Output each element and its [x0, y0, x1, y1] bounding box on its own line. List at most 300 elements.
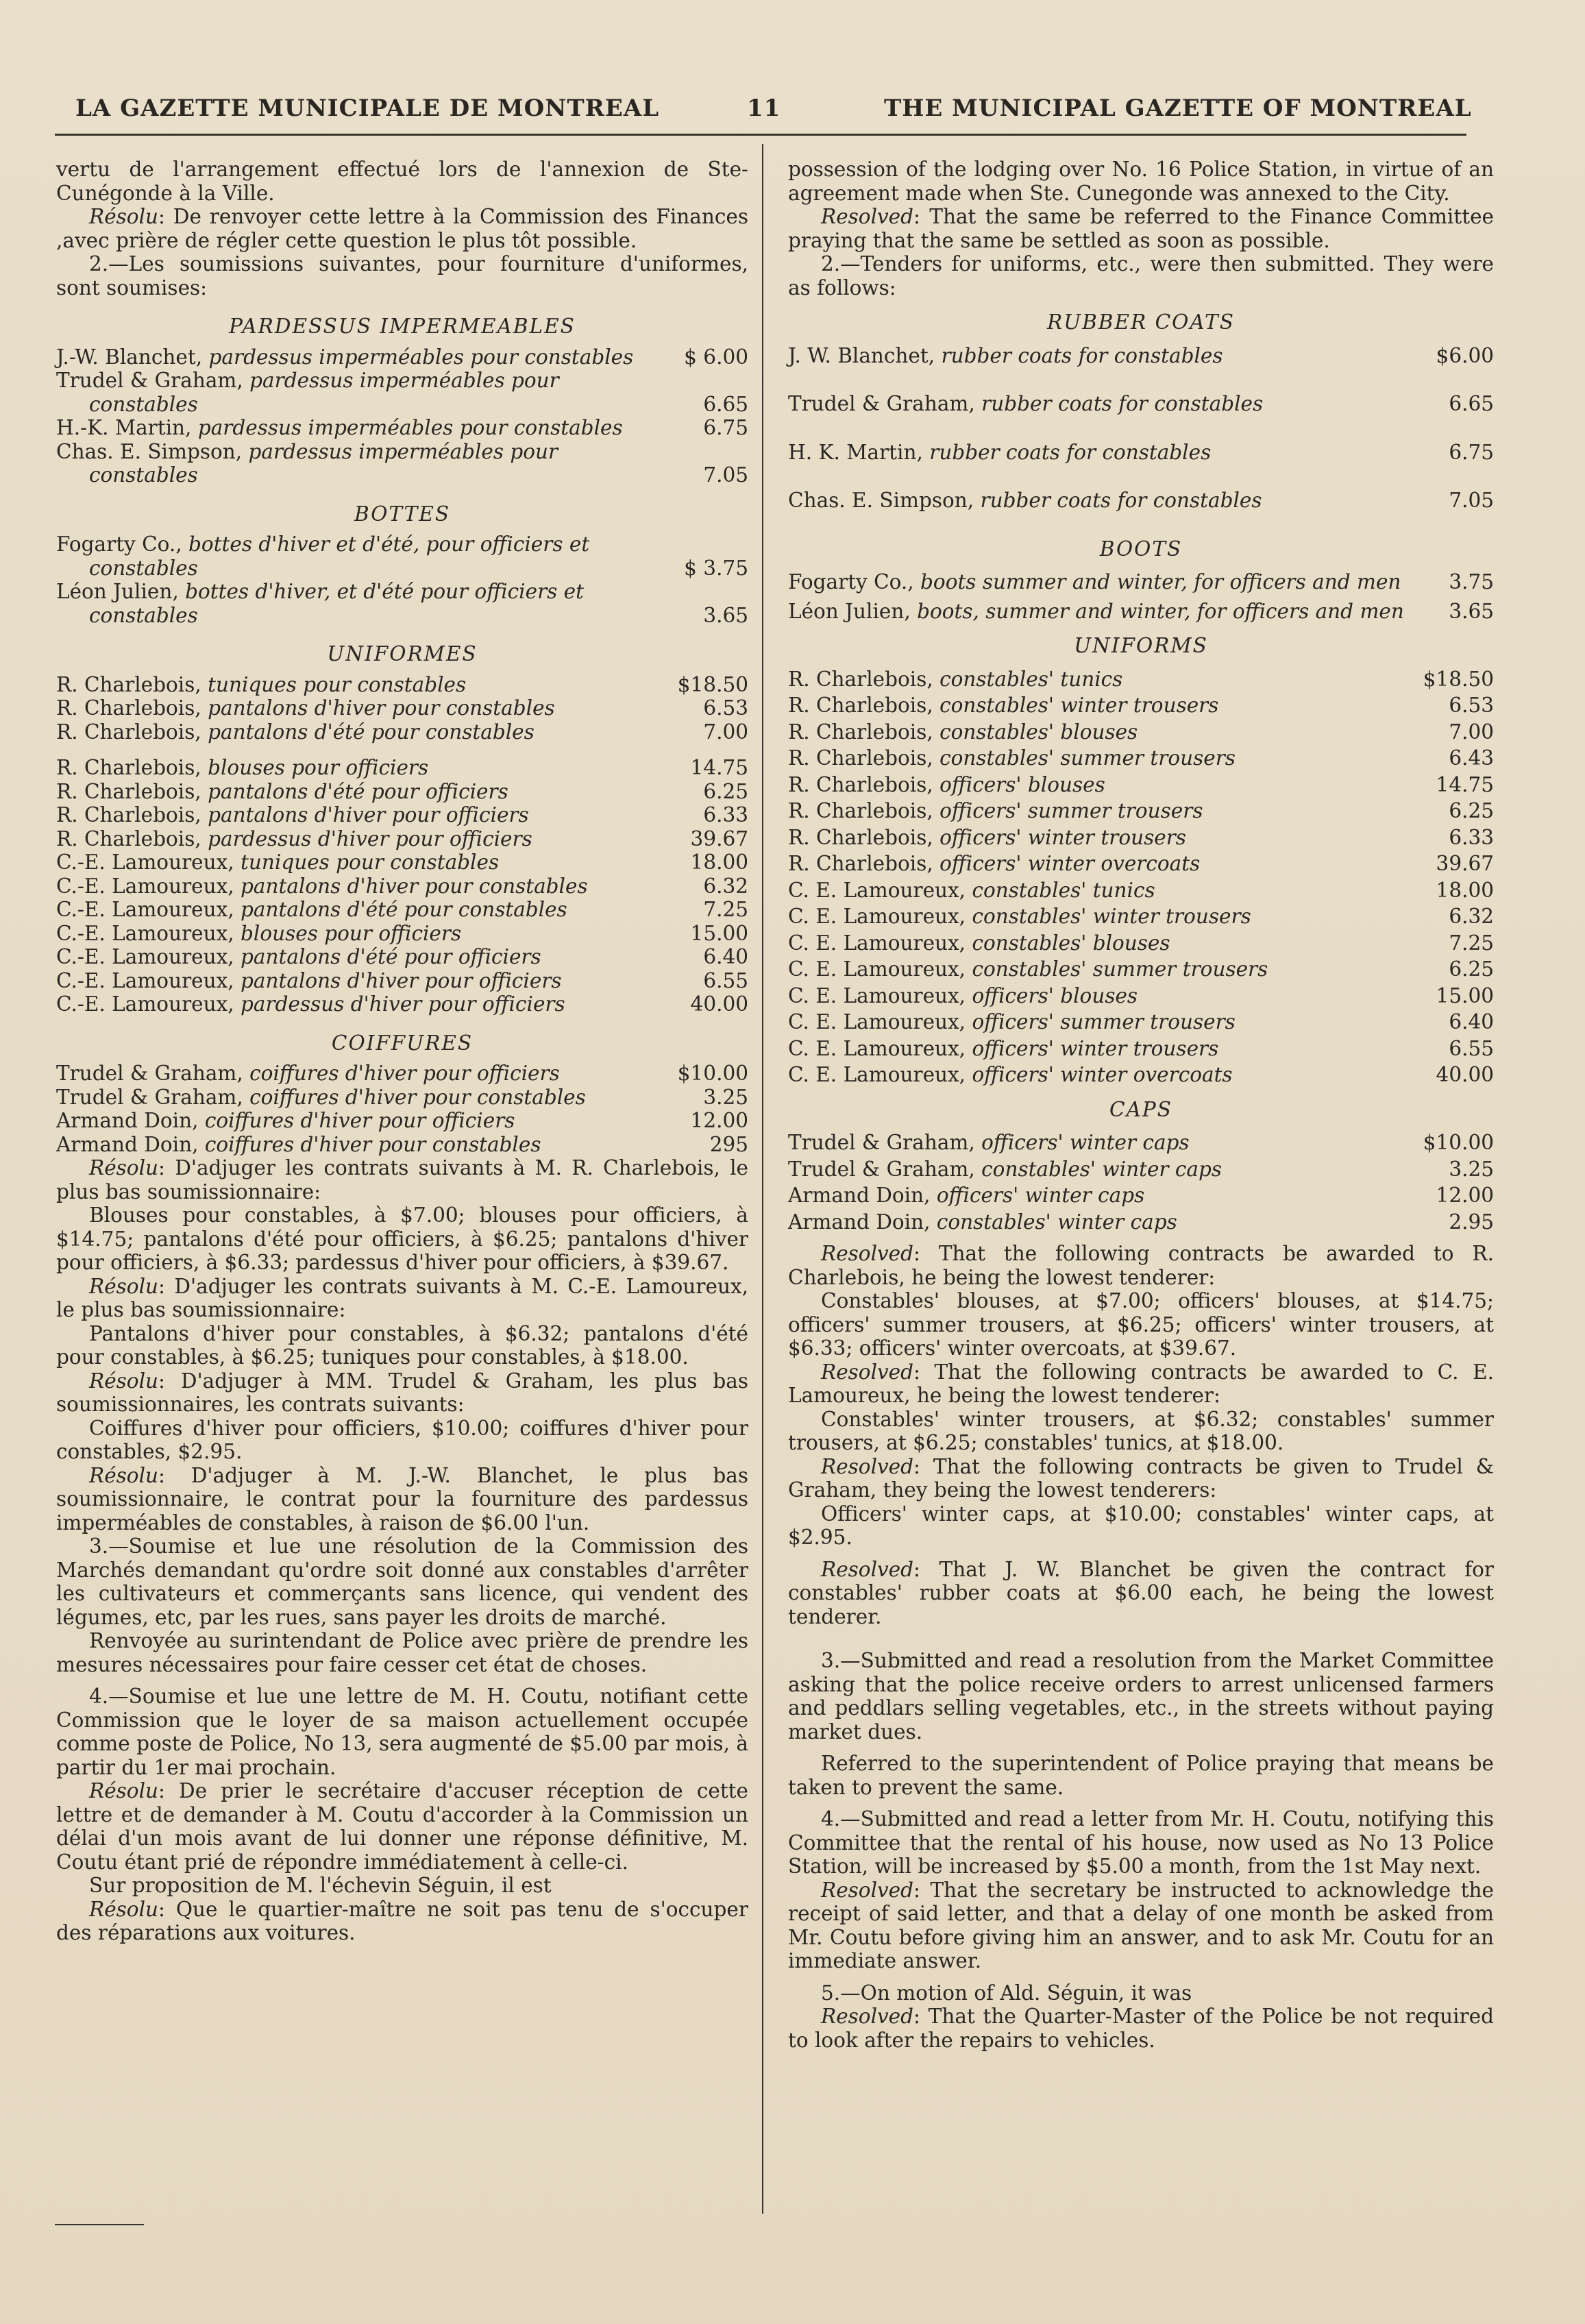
tender-amount: 2.95 [1449, 1210, 1494, 1234]
tender-item: coiffures d'hiver pour constables [204, 1132, 541, 1156]
tender-item: blouses pour officiers [208, 756, 429, 779]
tender-amount: 6.65 [1449, 392, 1494, 415]
tender-description [56, 1133, 667, 1157]
tender-item: boots, summer and winter, for officers and men [917, 599, 1404, 623]
tender-description [56, 673, 667, 697]
tender-amount: $10.00 [1423, 1131, 1494, 1154]
tender-amount: 6.40 [1449, 1010, 1494, 1033]
tender-name: J.-W. Blanchet, [56, 345, 203, 369]
tender-name: R. Charlebois, [788, 799, 933, 822]
tender-amount: $10.00 [677, 1062, 748, 1085]
tender-description [56, 369, 667, 416]
en-item-2: 2.—Tenders for uniforms, etc., were then submitted. They were as follows: [788, 252, 1494, 299]
tender-amount: 6.53 [1449, 694, 1494, 717]
tender-description [56, 1086, 667, 1110]
tender-row [56, 945, 748, 969]
tender-row [56, 1133, 748, 1157]
tender-row [56, 673, 748, 697]
tender-row [788, 957, 1494, 981]
tender-row [788, 1131, 1494, 1155]
tender-item: rubber coats for constables [981, 392, 1264, 415]
header-english-title: THE MUNICIPAL GAZETTE OF MONTREAL [884, 95, 1472, 122]
en-boots-list [788, 570, 1494, 623]
tender-name: C.-E. Lamoureux, [56, 921, 234, 945]
fr-item-3-referral: Renvoyée au surintendant de Police avec prière de prendre les mesures nécessaires pour faire cesser cet état de choses. [56, 1629, 748, 1676]
tender-item: blouses pour officiers [241, 921, 462, 945]
tender-description [788, 600, 1413, 624]
tender-name: C. E. Lamoureux, [788, 931, 966, 955]
tender-item: officers' summer trousers [939, 799, 1203, 822]
fr-resolu-5: Résolu: D'adjuger à M. J.-W. Blanchet, le plus bas soumissionnaire, le contrat pour la fourniture des pardessus imperméables de constables, à raison de $6.00 l'un. [56, 1463, 748, 1534]
tender-item: pantalons d'hiver pour officiers [208, 803, 529, 827]
tender-item: constables' winter caps [981, 1157, 1222, 1181]
tender-item: constables' blouses [939, 720, 1138, 744]
tender-amount: 6.32 [703, 874, 748, 898]
tender-description [788, 746, 1413, 770]
tender-item: pardessus imperméables pour constables [89, 439, 558, 487]
tender-item: officers' blouses [939, 772, 1105, 796]
tender-name: C. E. Lamoureux, [788, 1063, 966, 1086]
footer-rule [55, 2224, 144, 2225]
en-uniforms-list [788, 668, 1494, 1087]
tender-amount: 7.05 [1449, 489, 1494, 512]
tender-row [56, 720, 748, 744]
tender-amount: 295 [709, 1132, 748, 1156]
tender-name: Trudel & Graham, [788, 1131, 975, 1154]
tender-description [56, 780, 667, 804]
tender-amount: 6.55 [703, 968, 748, 992]
en-intro: possession of the lodging over No. 16 Police Station, in virtue of an agreement made when Ste. Cunegonde was annexed to the City. [788, 158, 1494, 205]
tender-row [788, 879, 1494, 903]
tender-amount: 40.00 [690, 992, 748, 1016]
tender-name: Trudel & Graham, [56, 1085, 243, 1109]
tender-amount: 40.00 [1436, 1063, 1494, 1086]
fr-motion: Sur proposition de M. l'échevin Séguin, il est [89, 1874, 552, 1897]
tender-amount: 39.67 [690, 827, 748, 851]
tender-item: pardessus imperméables pour constables [208, 345, 634, 369]
en-resolved-6: Resolved: That the secretary be instructed to acknowledge the receipt of said letter, and that a delay of one month be asked from Mr. Coutu before giving him an answer, and to ask Mr. Coutu for an immediate answer. [788, 1878, 1494, 1972]
fr-item-3: 3.—Soumise et lue une résolution de la Commission des Marchés demandant qu'ordre soit donné aux constables d'arrêter les cultivateurs et commerçants sans licence, qui vendent des légumes, etc, par les rues, sans payer les droits de marché. [56, 1534, 748, 1629]
tender-name: C. E. Lamoureux, [788, 957, 966, 981]
tender-row [56, 369, 748, 416]
tender-row [56, 803, 748, 827]
tender-description [56, 827, 667, 851]
tender-item: pantalons d'hiver pour constables [208, 696, 555, 720]
tender-row [788, 826, 1494, 850]
tender-item: bottes d'hiver et d'été, pour officiers et constables [89, 533, 590, 580]
header-rule [55, 134, 1466, 136]
tender-amount: 6.75 [1449, 440, 1494, 464]
tender-name: C.-E. Lamoureux, [56, 851, 234, 874]
tender-name: C.-E. Lamoureux, [56, 898, 234, 921]
tender-name: R. Charlebois, [56, 779, 201, 803]
tender-row [788, 1010, 1494, 1034]
fr-section-uniformes: UNIFORMES [327, 642, 478, 665]
tender-description [788, 1063, 1413, 1087]
tender-description [56, 345, 667, 369]
tender-amount: 7.00 [703, 720, 748, 744]
tender-name: C. E. Lamoureux, [788, 1010, 966, 1033]
tender-item: officers' winter trousers [939, 825, 1186, 849]
tender-row [788, 1037, 1494, 1061]
tender-row [56, 345, 748, 369]
tender-description [56, 440, 667, 487]
french-column [56, 158, 748, 1945]
tender-amount: 14.75 [1436, 772, 1494, 796]
tender-name: C.-E. Lamoureux, [56, 874, 234, 898]
tender-row [788, 984, 1494, 1008]
tender-description [56, 874, 667, 898]
tender-item: tuniques pour constables [241, 851, 500, 874]
tender-description [56, 696, 667, 720]
header-french-title: LA GAZETTE MUNICIPALE DE MONTREAL [75, 95, 660, 122]
tender-item: rubber coats for constables [929, 440, 1212, 464]
fr-section-bottes: BOTTES [354, 502, 451, 526]
tender-amount: 3.25 [703, 1085, 748, 1109]
tender-description [788, 773, 1413, 797]
tender-row [56, 992, 748, 1016]
tender-name: R. Charlebois, [56, 803, 201, 827]
tender-row [788, 773, 1494, 797]
tender-item: constables' winter trousers [972, 905, 1251, 928]
tender-name: R. Charlebois, [56, 720, 201, 744]
tender-description [788, 1210, 1413, 1234]
fr-item-4: 4.—Soumise et lue une lettre de M. H. Coutu, notifiant cette Commission que le loyer de sa maison actuellement occupée comme poste de Police, No 13, sera augmenté de $5.00 par mois, à partir du 1er mai prochain. [56, 1685, 748, 1779]
tender-row [788, 694, 1494, 718]
tender-row [788, 600, 1494, 624]
tender-name: Armand Doin, [56, 1109, 199, 1132]
tender-name: Fogarty Co., [788, 570, 914, 594]
tender-name: Trudel & Graham, [788, 1157, 975, 1181]
tender-item: constables' blouses [972, 931, 1170, 955]
en-resolved-2: Resolved: That the following contracts be awarded to R. Charlebois, he being the lowest tenderer: [788, 1242, 1494, 1289]
tender-row [788, 1063, 1494, 1087]
tender-row [56, 874, 748, 898]
tender-amount: 6.75 [703, 416, 748, 439]
tender-amount: 6.40 [703, 945, 748, 968]
tender-item: constables' winter caps [936, 1210, 1177, 1234]
tender-description [788, 799, 1413, 823]
tender-item: tuniques pour constables [208, 672, 467, 696]
tender-amount: $ 3.75 [684, 556, 748, 580]
en-item-3: 3.—Submitted and read a resolution from the Market Committee asking that the police receive orders to arrest unlicensed farmers and peddlars selling vegetables, etc., in the streets without paying market dues. [788, 1649, 1494, 1744]
tender-name: Armand Doin, [56, 1132, 199, 1156]
fr-resolu-1: Résolu: De renvoyer cette lettre à la Commission des Finances ,avec prière de régler cette question le plus tôt possible. [56, 205, 748, 252]
tender-description [56, 851, 667, 874]
tender-item: pantalons d'été pour constables [241, 898, 567, 921]
tender-row [788, 1210, 1494, 1234]
tender-row [56, 580, 748, 627]
tender-description [788, 489, 1413, 513]
tender-item: pardessus imperméables pour constables [89, 369, 559, 416]
tender-amount: 7.25 [1449, 931, 1494, 955]
tender-item: officers' winter caps [981, 1131, 1190, 1154]
tender-item: pantalons d'hiver pour constables [241, 874, 588, 898]
tender-description [788, 694, 1413, 718]
tender-description [788, 984, 1413, 1008]
tender-description [788, 826, 1413, 850]
tender-row [56, 1109, 748, 1133]
en-resolved-4-detail: Officers' winter caps, at $10.00; constables' winter caps, at $2.95. [788, 1502, 1494, 1549]
tender-row [56, 1062, 748, 1086]
fr-resolu-7: Résolu: Que le quartier-maître ne soit pas tenu de s'occuper des réparations aux voitures. [56, 1897, 748, 1944]
tender-description [56, 756, 667, 780]
tender-description [56, 803, 667, 827]
tender-row [788, 1184, 1494, 1208]
tender-name: Trudel & Graham, [56, 369, 243, 392]
en-caps-list [788, 1131, 1494, 1234]
en-section-uniforms: UNIFORMS [1074, 634, 1208, 657]
fr-uniformes-list-b [56, 756, 748, 1016]
fr-resolu-4: Résolu: D'adjuger à MM. Trudel & Graham, les plus bas soumissionnaires, les contrats suivants: [56, 1369, 748, 1416]
en-section-rubber: RUBBER COATS [1047, 310, 1235, 334]
tender-item: pardessus d'hiver pour officiers [208, 827, 532, 851]
tender-name: Léon Julien, [56, 580, 179, 603]
tender-name: C.-E. Lamoureux, [56, 968, 234, 992]
tender-item: pantalons d'hiver pour officiers [241, 968, 562, 992]
tender-row [788, 344, 1494, 368]
tender-amount: 15.00 [1436, 983, 1494, 1007]
tender-name: C. E. Lamoureux, [788, 1036, 966, 1060]
tender-name: R. Charlebois, [56, 827, 201, 851]
en-resolved-5: Resolved: That J. W. Blanchet be given the contract for constables' rubber coats at $6.00 each, he being the lowest tenderer. [788, 1557, 1494, 1628]
fr-resolu-3-detail: Pantalons d'hiver pour constables, à $6.32; pantalons d'été pour constables, à $6.25; tuniques pour constables, à $18.00. [56, 1321, 748, 1369]
en-resolved-3: Resolved: That the following contracts be awarded to C. E. Lamoureux, he being the lowest tenderer: [788, 1360, 1494, 1407]
tender-item: rubber coats for constables [980, 489, 1262, 512]
tender-item: coiffures d'hiver pour officiers [249, 1062, 560, 1085]
tender-item: constables' winter trousers [939, 694, 1219, 717]
tender-name: H.-K. Martin, [56, 416, 192, 439]
tender-description [788, 392, 1413, 416]
en-item-5: 5.—On motion of Ald. Séguin, it was [821, 1981, 1192, 2005]
tender-amount: 6.25 [1449, 957, 1494, 981]
en-resolved-1: Resolved: That the same be referred to the Finance Committee praying that the same be settled as soon as possible. [788, 205, 1494, 252]
tender-item: officers' winter caps [936, 1184, 1145, 1207]
fr-resolu-2: Résolu: D'adjuger les contrats suivants à M. R. Charlebois, le plus bas soumissionnaire: [56, 1156, 748, 1203]
column-divider [762, 144, 763, 2214]
tender-name: R. Charlebois, [56, 756, 201, 779]
tender-description [56, 898, 667, 922]
tender-name: C. E. Lamoureux, [788, 983, 966, 1007]
tender-item: officers' winter overcoats [972, 1063, 1233, 1086]
tender-description [788, 720, 1413, 744]
tender-item: bottes d'hiver, et d'été pour officiers et constables [89, 580, 584, 627]
tender-item: officers' blouses [972, 983, 1138, 1007]
fr-item-2: 2.—Les soumissions suivantes, pour fourniture d'uniformes, sont soumises: [56, 252, 748, 299]
en-item-4: 4.—Submitted and read a letter from Mr. H. Coutu, notifying this Committee that the rental of his house, now used as No 13 Police Station, will be increased by $5.00 a month, from the 1st May next. [788, 1807, 1494, 1878]
tender-amount: 6.32 [1449, 905, 1494, 928]
tender-row [56, 898, 748, 922]
tender-row [788, 1158, 1494, 1182]
tender-item: constables' tunics [972, 878, 1155, 902]
tender-row [788, 931, 1494, 955]
en-section-boots: BOOTS [1099, 537, 1183, 561]
tender-item: pardessus d'hiver pour officiers [241, 992, 565, 1016]
tender-row [788, 392, 1494, 416]
fr-uniformes-list-a [56, 673, 748, 744]
tender-amount: 14.75 [690, 756, 748, 779]
tender-amount: $18.50 [677, 672, 748, 696]
tender-item: coiffures d'hiver pour officiers [204, 1109, 515, 1132]
fr-resolu-3: Résolu: D'adjuger les contrats suivants à M. C.-E. Lamoureux, le plus bas soumissionnaire: [56, 1274, 748, 1321]
tender-name: C.-E. Lamoureux, [56, 992, 234, 1016]
tender-description [56, 945, 667, 969]
tender-name: R. Charlebois, [788, 825, 933, 849]
tender-item: pantalons d'été pour officiers [241, 945, 541, 968]
fr-coiffures-list [56, 1062, 748, 1156]
fr-section-pardessus: PARDESSUS IMPERMEABLES [229, 315, 576, 338]
tender-row [788, 720, 1494, 744]
tender-row [56, 440, 748, 487]
tender-row [788, 746, 1494, 770]
en-item-3-referral: Referred to the superintendent of Police praying that means be taken to prevent the same. [788, 1752, 1494, 1799]
tender-name: Trudel & Graham, [788, 392, 975, 415]
tender-description [56, 580, 667, 627]
en-resolved-4: Resolved: That the following contracts be given to Trudel & Graham, they being the lowest tenderers: [788, 1454, 1494, 1502]
tender-name: R. Charlebois, [788, 667, 933, 691]
tender-name: Armand Doin, [788, 1210, 931, 1234]
en-resolved-7: Resolved: That the Quarter-Master of the Police be not required to look after the repairs to vehicles. [788, 2005, 1494, 2052]
tender-description [56, 720, 667, 744]
tender-name: Chas. E. Simpson, [788, 489, 974, 512]
tender-row [56, 922, 748, 946]
fr-resolu-4-detail: Coiffures d'hiver pour officiers, $10.00; coiffures d'hiver pour constables, $2.95. [56, 1416, 748, 1463]
tender-amount: 18.00 [690, 851, 748, 874]
tender-item: constables' summer trousers [972, 957, 1268, 981]
tender-row [56, 827, 748, 851]
tender-description [56, 416, 667, 440]
tender-name: C. E. Lamoureux, [788, 905, 966, 928]
tender-description [788, 668, 1413, 692]
en-rubber-list [788, 344, 1494, 513]
tender-name: Armand Doin, [788, 1184, 931, 1207]
tender-amount: 6.65 [703, 392, 748, 416]
tender-description [788, 1131, 1413, 1155]
tender-name: R. Charlebois, [56, 696, 201, 720]
tender-name: R. Charlebois, [788, 746, 933, 770]
tender-amount: 6.33 [703, 803, 748, 827]
tender-amount: 12.00 [1436, 1184, 1494, 1207]
tender-description [56, 1109, 667, 1133]
tender-name: R. Charlebois, [788, 772, 933, 796]
tender-description [788, 570, 1413, 594]
tender-item: pardessus imperméables pour constables [197, 416, 623, 439]
tender-amount: $6.00 [1436, 343, 1494, 367]
tender-item: pantalons d'été pour officiers [208, 779, 508, 803]
tender-name: R. Charlebois, [788, 852, 933, 875]
tender-item: constables' summer trousers [939, 746, 1236, 770]
tender-description [788, 1184, 1413, 1208]
tender-name: C. E. Lamoureux, [788, 878, 966, 902]
en-resolved-3-detail: Constables' winter trousers, at $6.32; constables' summer trousers, at $6.25; constables' tunics, at $18.00. [788, 1407, 1494, 1454]
tender-amount: 15.00 [690, 921, 748, 945]
tender-amount: 7.00 [1449, 720, 1494, 744]
tender-description [788, 957, 1413, 981]
tender-description [788, 441, 1413, 465]
tender-item: boots summer and winter, for officers and men [920, 570, 1401, 594]
tender-description [788, 344, 1413, 368]
tender-row [56, 1086, 748, 1110]
tender-row [788, 441, 1494, 465]
tender-description [788, 1037, 1413, 1061]
tender-name: H. K. Martin, [788, 440, 923, 464]
tender-amount: 3.65 [1449, 599, 1494, 623]
tender-name: C.-E. Lamoureux, [56, 945, 234, 968]
tender-name: Trudel & Graham, [56, 1062, 243, 1085]
tender-item: officers' summer trousers [972, 1010, 1236, 1033]
tender-row [56, 851, 748, 874]
fr-pardessus-list [56, 345, 748, 487]
tender-name: Léon Julien, [788, 599, 911, 623]
tender-row [56, 696, 748, 720]
tender-name: Fogarty Co., [56, 533, 182, 556]
tender-description [56, 992, 667, 1016]
tender-description [788, 1158, 1413, 1182]
english-column [788, 158, 1494, 2052]
tender-amount: 3.75 [1449, 570, 1494, 594]
tender-amount: 3.65 [703, 603, 748, 627]
tender-row [56, 780, 748, 804]
tender-description [56, 533, 667, 580]
tender-row [56, 969, 748, 993]
tender-row [788, 905, 1494, 929]
tender-item: officers' winter overcoats [939, 852, 1201, 875]
tender-row [788, 570, 1494, 594]
tender-item: pantalons d'été pour constables [208, 720, 535, 744]
tender-row [788, 668, 1494, 692]
tender-name: R. Charlebois, [788, 694, 933, 717]
fr-resolu-6: Résolu: De prier le secrétaire d'accuser réception de cette lettre et de demander à M. Coutu d'accorder à la Commission un délai d'un mois avant de lui donner une réponse définitive, M. Coutu étant prié de répondre immédiatement à celle-ci. [56, 1779, 748, 1874]
tender-row [56, 533, 748, 580]
tender-row [788, 852, 1494, 876]
tender-item: officers' winter trousers [972, 1036, 1219, 1060]
tender-item: rubber coats for constables [941, 343, 1223, 367]
tender-amount: 6.25 [703, 779, 748, 803]
tender-name: R. Charlebois, [56, 672, 201, 696]
page-number: 11 [747, 95, 781, 122]
tender-description [788, 852, 1413, 876]
tender-row [56, 416, 748, 440]
tender-description [56, 922, 667, 946]
tender-description [56, 1062, 667, 1086]
fr-section-coiffures: COIFFURES [331, 1031, 474, 1055]
tender-row [56, 756, 748, 780]
tender-name: Chas. E. Simpson, [56, 439, 243, 463]
tender-amount: 7.05 [703, 463, 748, 487]
tender-amount: 6.43 [1449, 746, 1494, 770]
tender-amount: 3.25 [1449, 1157, 1494, 1181]
tender-description [788, 905, 1413, 929]
tender-name: R. Charlebois, [788, 720, 933, 744]
tender-amount: 39.67 [1436, 852, 1494, 875]
tender-amount: 6.33 [1449, 825, 1494, 849]
tender-item: coiffures d'hiver pour constables [249, 1085, 586, 1109]
tender-amount: $18.50 [1423, 667, 1494, 691]
tender-item: constables' tunics [939, 667, 1123, 691]
tender-description [56, 969, 667, 993]
fr-intro: vertu de l'arrangement effectué lors de l'annexion de Ste-Cunégonde à la Ville. [56, 158, 748, 205]
tender-description [788, 931, 1413, 955]
en-resolved-2-detail: Constables' blouses, at $7.00; officers' blouses, at $14.75; officers' summer trousers, at $6.25; officers' winter trousers, at $6.33; officers' winter overcoats, at $39.67. [788, 1289, 1494, 1360]
tender-row [788, 489, 1494, 513]
tender-amount: 6.55 [1449, 1036, 1494, 1060]
tender-amount: 6.53 [703, 696, 748, 720]
tender-row [788, 799, 1494, 823]
tender-description [788, 879, 1413, 903]
fr-resolu-2-detail: Blouses pour constables, à $7.00; blouses pour officiers, à $14.75; pantalons d'été pour officiers, à $6.25; pantalons d'hiver pour officiers, à $6.33; pardessus d'hiver pour officiers, à $39.67. [56, 1203, 748, 1274]
fr-bottes-list [56, 533, 748, 627]
tender-amount: 7.25 [703, 898, 748, 921]
